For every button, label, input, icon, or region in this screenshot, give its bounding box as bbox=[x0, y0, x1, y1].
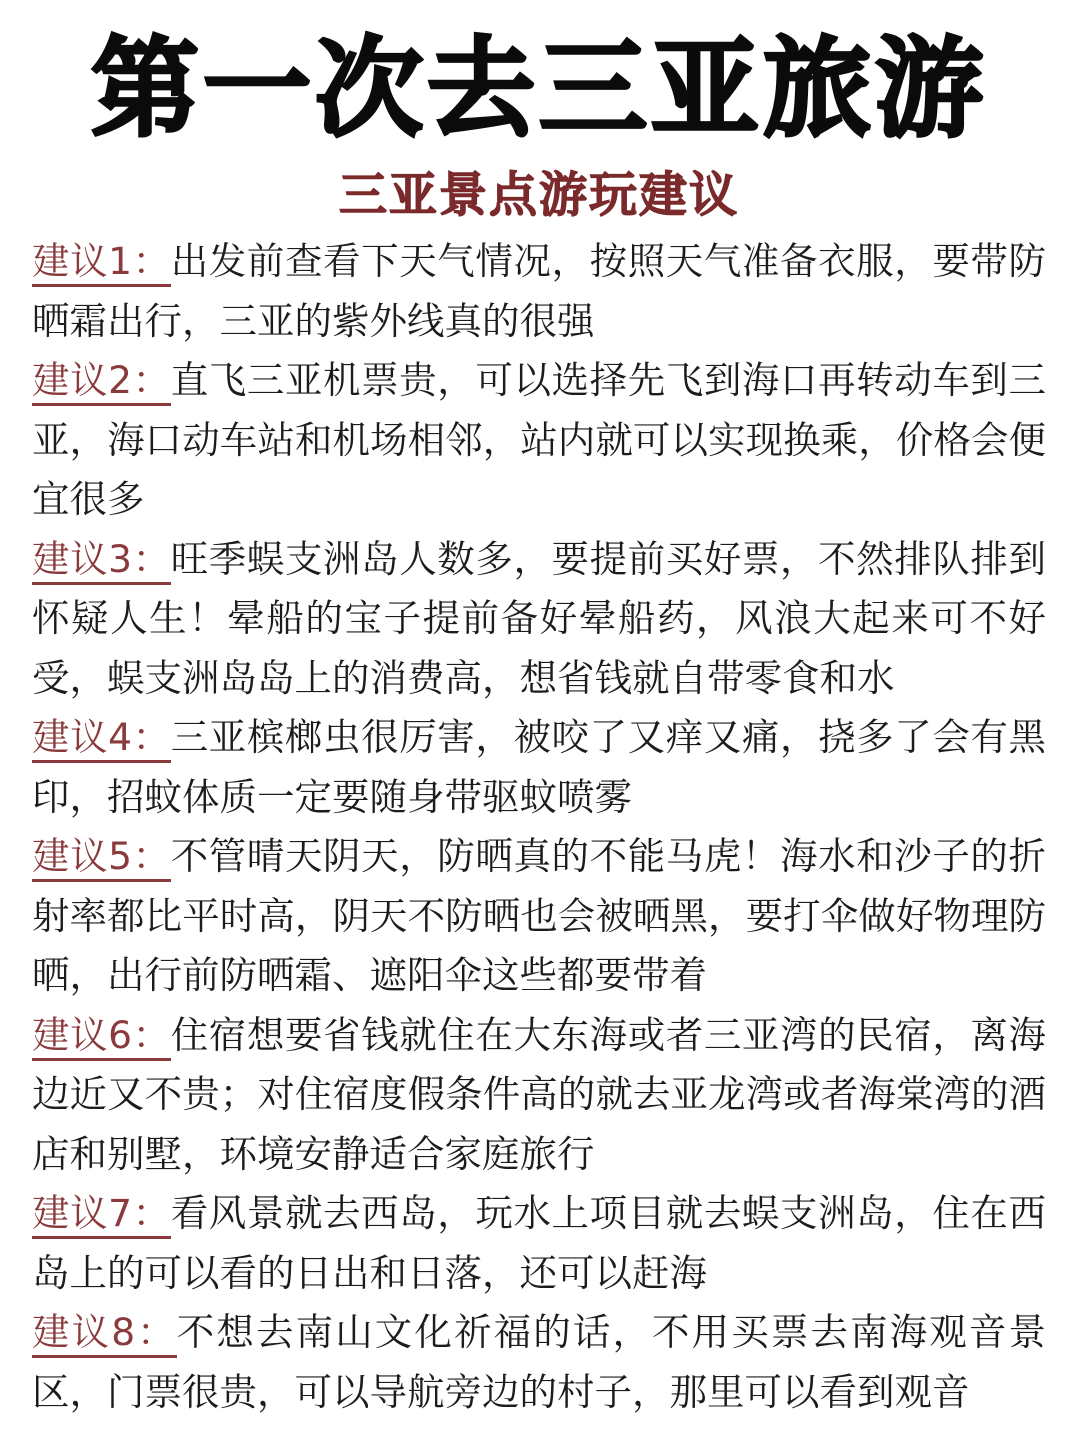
tip-text: 出发前查看下天气情况，按照天气准备衣服，要带防晒霜出行，三亚的紫外线真的很强 bbox=[32, 239, 1047, 343]
tip-text: 不想去南山文化祈福的话，不用买票去南海观音景区，门票很贵，可以导航旁边的村子，那里可以看到观音 bbox=[32, 1310, 1046, 1414]
tip-item bbox=[32, 827, 1046, 1006]
tip-item bbox=[32, 1303, 1046, 1422]
tip-label: 建议3： bbox=[32, 537, 171, 585]
tip-label: 建议4： bbox=[32, 715, 171, 763]
tip-item bbox=[32, 1184, 1046, 1303]
tip-item bbox=[32, 351, 1046, 530]
tip-label: 建议7： bbox=[32, 1191, 171, 1239]
tip-text: 直飞三亚机票贵，可以选择先飞到海口再转动车到三亚，海口动车站和机场相邻，站内就可以实现换乘，价格会便宜很多 bbox=[32, 358, 1047, 521]
tip-label: 建议8： bbox=[32, 1310, 177, 1358]
tip-text: 住宿想要省钱就住在大东海或者三亚湾的民宿，离海边近又不贵；对住宿度假条件高的就去亚龙湾或者海棠湾的酒店和别墅，环境安静适合家庭旅行 bbox=[32, 1012, 1047, 1176]
tip-text: 三亚槟榔虫很厉害，被咬了又痒又痛，挠多了会有黑印，招蚊体质一定要随身带驱蚊喷雾 bbox=[32, 715, 1047, 819]
tip-text: 看风景就去西岛，玩水上项目就去蜈支洲岛，住在西岛上的可以看的日出和日落，还可以赶海 bbox=[32, 1191, 1047, 1295]
tip-label: 建议6： bbox=[32, 1013, 171, 1061]
tips-list bbox=[32, 232, 1046, 1422]
tip-text: 不管晴天阴天，防晒真的不能马虎！海水和沙子的折射率都比平时高，阴天不防晒也会被晒黑，要打伞做好物理防晒，出行前防晒霜、遮阳伞这些都要带着 bbox=[32, 834, 1047, 997]
tip-item bbox=[32, 708, 1046, 827]
tip-label: 建议1： bbox=[32, 239, 171, 287]
tip-item bbox=[32, 1006, 1046, 1185]
tip-item bbox=[32, 530, 1046, 709]
tip-label: 建议2： bbox=[32, 358, 171, 406]
tip-item bbox=[32, 232, 1046, 351]
page-title: 第一次去三亚旅游 bbox=[90, 27, 987, 152]
tip-label: 建议5： bbox=[32, 834, 171, 882]
page-subtitle: 三亚景点游玩建议 bbox=[338, 167, 739, 223]
tip-text: 旺季蜈支洲岛人数多，要提前买好票，不然排队排到怀疑人生！晕船的宝子提前备好晕船药，风浪大起来可不好受，蜈支洲岛岛上的消费高，想省钱就自带零食和水 bbox=[32, 536, 1047, 700]
